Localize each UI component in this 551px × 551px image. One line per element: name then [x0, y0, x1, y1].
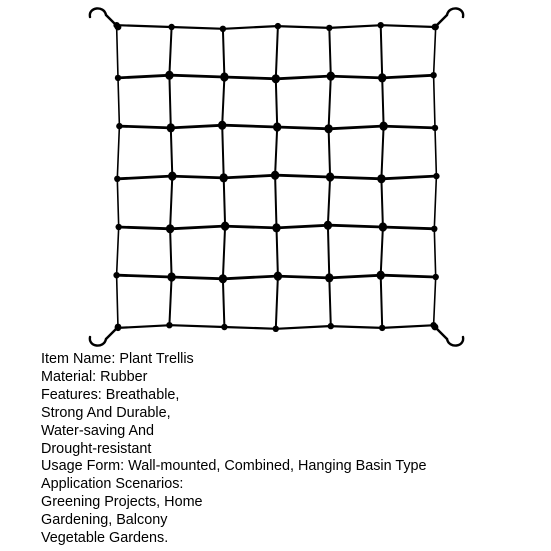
net-knot [220, 72, 228, 81]
net-knot [271, 171, 279, 180]
net-knot [430, 72, 436, 78]
application-line-3: Gardening, Balcony [41, 512, 168, 529]
corner-hook [90, 324, 122, 346]
net-knot [167, 123, 175, 132]
net-knot [116, 123, 122, 129]
net-knot [220, 173, 228, 182]
corner-hook [90, 8, 122, 30]
net-knot [168, 24, 174, 30]
net-knot [378, 73, 386, 82]
net-knot [165, 71, 173, 80]
net-knot [433, 274, 439, 280]
net-knot [167, 272, 175, 281]
net-knot [274, 272, 282, 281]
net-knot [377, 271, 385, 280]
net-knot [379, 122, 387, 131]
net-knot [433, 173, 439, 179]
net-knot [272, 223, 280, 232]
net-knot [218, 121, 226, 130]
net-knot [114, 176, 120, 182]
hook-eye [432, 324, 439, 331]
hook-curve [447, 8, 463, 17]
features-line-2: Strong And Durable, [41, 404, 171, 421]
hook-curve [447, 337, 463, 346]
net-knot [273, 326, 279, 332]
net-knot [273, 122, 281, 131]
net-knot [220, 26, 226, 32]
net-knot [326, 172, 334, 181]
net-knot [272, 74, 280, 83]
item-name-line: Item Name: Plant Trellis [41, 351, 194, 367]
features-line-4: Drought-resistant [41, 440, 152, 457]
net-knot [113, 272, 119, 278]
net-knot [326, 25, 332, 31]
application-line-4: Vegetable Gardens. [41, 530, 169, 547]
net-knot [378, 22, 384, 28]
net-knot [325, 273, 333, 282]
net-knot [379, 222, 387, 231]
net-knot [379, 325, 385, 331]
features-line-1: Features: Breathable, [41, 386, 180, 403]
net-knot [116, 224, 122, 230]
net-knot [275, 23, 281, 29]
hook-eye [115, 24, 122, 31]
net-knot [115, 75, 121, 81]
net-knot [432, 125, 438, 131]
features-line-3: Water-saving And [41, 422, 155, 439]
hook-eye [432, 24, 439, 31]
hook-curve [90, 8, 106, 17]
net-knot [377, 174, 385, 183]
net-knot [328, 323, 334, 329]
net-knot [166, 322, 172, 328]
corner-hook [432, 324, 464, 346]
net-knot [166, 224, 174, 233]
application-line-1: Application Scenarios: [41, 476, 184, 493]
net-knot [324, 221, 332, 230]
hook-curve [90, 337, 106, 346]
hook-eye [115, 324, 122, 331]
corner-hook [432, 8, 464, 30]
material-line: Material: Rubber [41, 368, 148, 385]
net-knot [431, 226, 437, 232]
net-knot [168, 172, 176, 181]
net-knot [327, 72, 335, 81]
net-knot [219, 274, 227, 283]
net-knot [221, 324, 227, 330]
net-knot [221, 222, 229, 231]
product-description [41, 351, 546, 548]
net-knot [324, 124, 332, 133]
application-line-2: Greening Projects, Home [41, 494, 203, 511]
usage-form-line: Usage Form: Wall-mounted, Combined, Hanging Basin Type [41, 458, 427, 475]
